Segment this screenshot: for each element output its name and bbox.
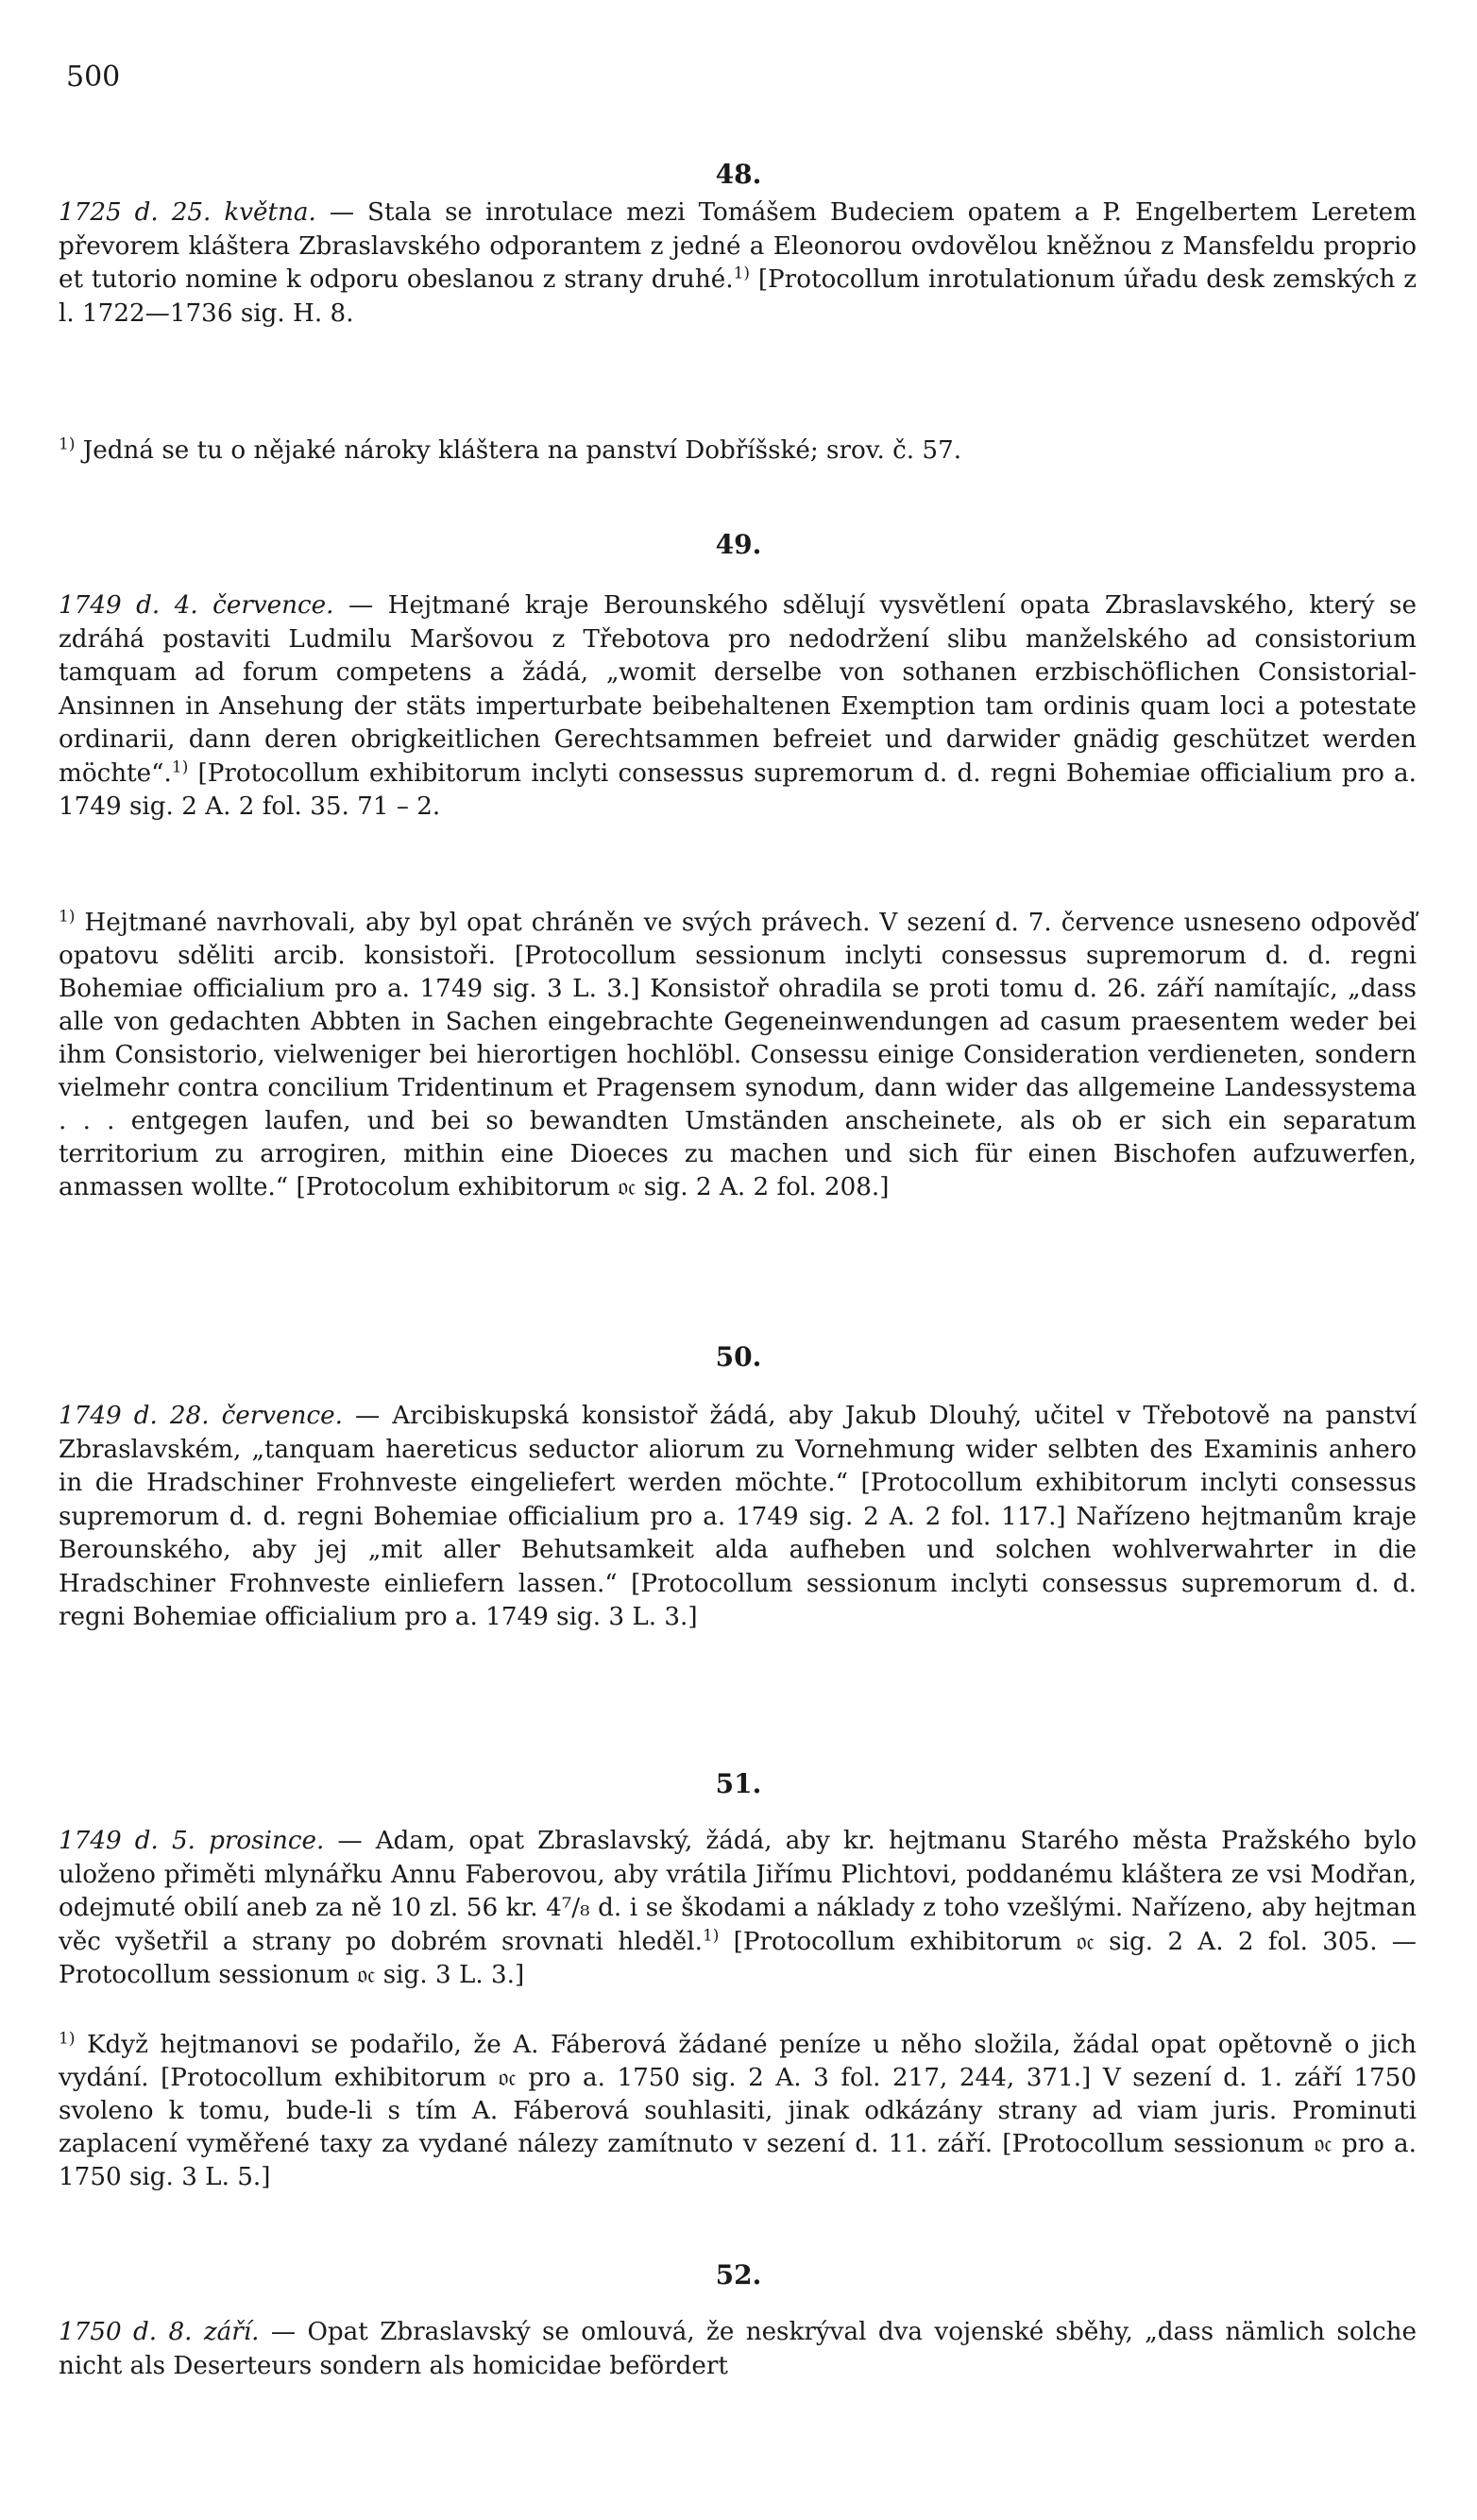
entry-date: 1749 d. 28. července. (59, 1402, 343, 1430)
entry-text (59, 2316, 1417, 2383)
entry-source: [Protocollum inrotulationum úřadu desk zemských z l. 1722—1736 sig. H. 8. (59, 265, 1418, 328)
entry-date: 1750 d. 8. září. (59, 2318, 260, 2346)
footnote-text: Hejtmané navrhovali, aby byl opat chráněn ve svých právech. V sezení d. 7. července usneseno odpověď opatovu sděliti arcib. konsistoři. [Protocollum sessionum inclyti consessus supremorum d. d. regni Bohemiae officialium pro a. 1749 sig. 3 L. 3.] Konsistoř ohradila se proti tomu d. 26. září namítajíc, „dass alle von gedachten Abbten in Sachen eingebrachte Gegeneinwendungen ad casum praesentem weder bei ihm Consistorio, vielweniger bei hierortigen hochlöbl. Consessu einige Consideration verdieneten, sondern vielmehr contra concilium Tridentinum et Pragensem synodum, dann wider das allgemeine Landessystema . . . entgegen laufen, und bei so bewandten Umständen anscheinete, als ob er sich ein separatum territorium zu arrogiren, mithin eine Dioeces zu machen und sich für einen Bischofen aufzuwerfen, anmassen wollte.“ [Protocolum exhibitorum 𝔬𝔠 sig. 2 A. 2 fol. 208.] (59, 909, 1417, 1201)
footnote-marker: 1) (59, 907, 76, 927)
footnote-marker: 1) (171, 757, 189, 776)
entry-body: — Arcibiskupská konsistoř žádá, aby Jakub Dlouhý, učitel v Třebotově na panství Zbraslavském, „tanquam haereticus seductor aliorum zu Vornehmung wider selbten des Examinis anhero in die Hradschiner Frohnveste eingeliefert werden möchte.“ [Protocollum exhibitorum inclyti consessus supremorum d. d. regni Bohemiae officialium pro a. 1749 sig. 2 A. 2 fol. 117.] Nařízeno hejtmanům kraje Berounského, aby jej „mit aller Behutsamkeit alda aufheben und solchen wohlverwahrter in die Hradschiner Frohnveste einliefern lassen.“ [Protocollum sessionum inclyti consessus supremorum d. d. regni Bohemiae officialium pro a. 1749 sig. 3 L. 3.] (59, 1402, 1417, 1631)
entry-text (59, 1400, 1417, 1635)
entry-number: 52. (715, 2259, 762, 2290)
entry-text (59, 196, 1417, 331)
entry-date: 1749 d. 4. července. (59, 591, 334, 620)
footnote-text: Když hejtmanovi se podařilo, že A. Fáberová žádané peníze u něho složila, žádal opat opětovně o jich vydání. [Protocollum exhibitorum 𝔬𝔠 pro a. 1750 sig. 2 A. 3 fol. 217, 244, 371.] V sezení d. 1. září 1750 svoleno k tomu, bude-li s tím A. Fáberová souhlasiti, jinak odkázány strany ad viam juris. Prominuti zaplacení vyměřené taxy za vydané nálezy zamítnuto v sezení d. 11. září. [Protocollum sessionum 𝔬𝔠 pro a. 1750 sig. 3 L. 5.] (59, 2031, 1417, 2191)
footnote-marker: 1) (59, 2029, 76, 2049)
entry-body: — Opat Zbraslavský se omlouvá, že neskrýval dva vojenské sběhy, „dass nämlich solche nicht als Deserteurs sondern als homicidae befördert (59, 2318, 1417, 2380)
entry-text (59, 589, 1417, 825)
entry-number: 48. (715, 159, 762, 190)
footnote (59, 434, 1417, 468)
entry-number: 49. (715, 529, 762, 560)
footnote-marker: 1) (702, 1925, 720, 1945)
entry-date: 1725 d. 25. května. (59, 198, 316, 227)
entry-number: 51. (715, 1768, 762, 1799)
entry-body: — Hejtmané kraje Berounského sdělují vysvětlení opata Zbraslavského, který se zdráhá postaviti Ludmilu Maršovou z Třebotova pro nedodržení slibu manželského ad consistorium tamquam ad forum competens a žádá, „womit derselbe von sothanen erzbischöflichen Consistorial-Ansinnen in Ansehung der stäts imperturbate beibehaltenen Exemption tam ordinis quam loci a potestate ordinarii, dann deren obrigkeitlichen Gerechtsammen befreiet und darwider gnädig geschützet werden möchte“. (59, 591, 1417, 788)
entry-number: 50. (715, 1341, 762, 1372)
footnote-text: Jedná se tu o nějaké nároky kláštera na panství Dobříšské; srov. č. 57. (82, 436, 962, 465)
footnote (59, 2029, 1417, 2194)
footnote-marker: 1) (59, 434, 76, 454)
footnote-marker: 1) (733, 264, 751, 283)
entry-body: — Adam, opat Zbraslavský, žádá, aby kr. hejtmanu Starého města Pražského bylo uloženo přiměti mlynářku Annu Faberovou, aby vrátila Jiřímu Plichtovi, poddanému kláštera ze vsi Modřan, odejmuté obilí aneb za ně 10 zl. 56 kr. 4⁷/₈ d. i se škodami a náklady z toho vzešlými. Nařízeno, aby hejtman věc vyšetřil a strany po dobrém srovnati hleděl. (59, 1827, 1417, 1956)
page-number: 500 (66, 60, 121, 94)
entry-source: [Protocollum exhibitorum 𝔬𝔠 sig. 2 A. 2 fol. 305. — Protocollum sessionum 𝔬𝔠 sig. 3 L. 3.] (59, 1927, 1417, 1989)
entry-body: — Stala se inrotulace mezi Tomášem Budeciem opatem a P. Engelbertem Leretem převorem kláštera Zbraslavského odporantem z jedné a Eleonorou ovdovělou kněžnou z Mansfeldu proprio et tutorio nomine k odporu obeslanou z strany druhé. (59, 198, 1417, 294)
footnote (59, 907, 1417, 1204)
entry-date: 1749 d. 5. prosince. (59, 1827, 325, 1855)
entry-source: [Protocollum exhibitorum inclyti consessus supremorum d. d. regni Bohemiae officialium pro a. 1749 sig. 2 A. 2 fol. 35. 71 – 2. (59, 758, 1417, 821)
entry-text (59, 1825, 1417, 1993)
